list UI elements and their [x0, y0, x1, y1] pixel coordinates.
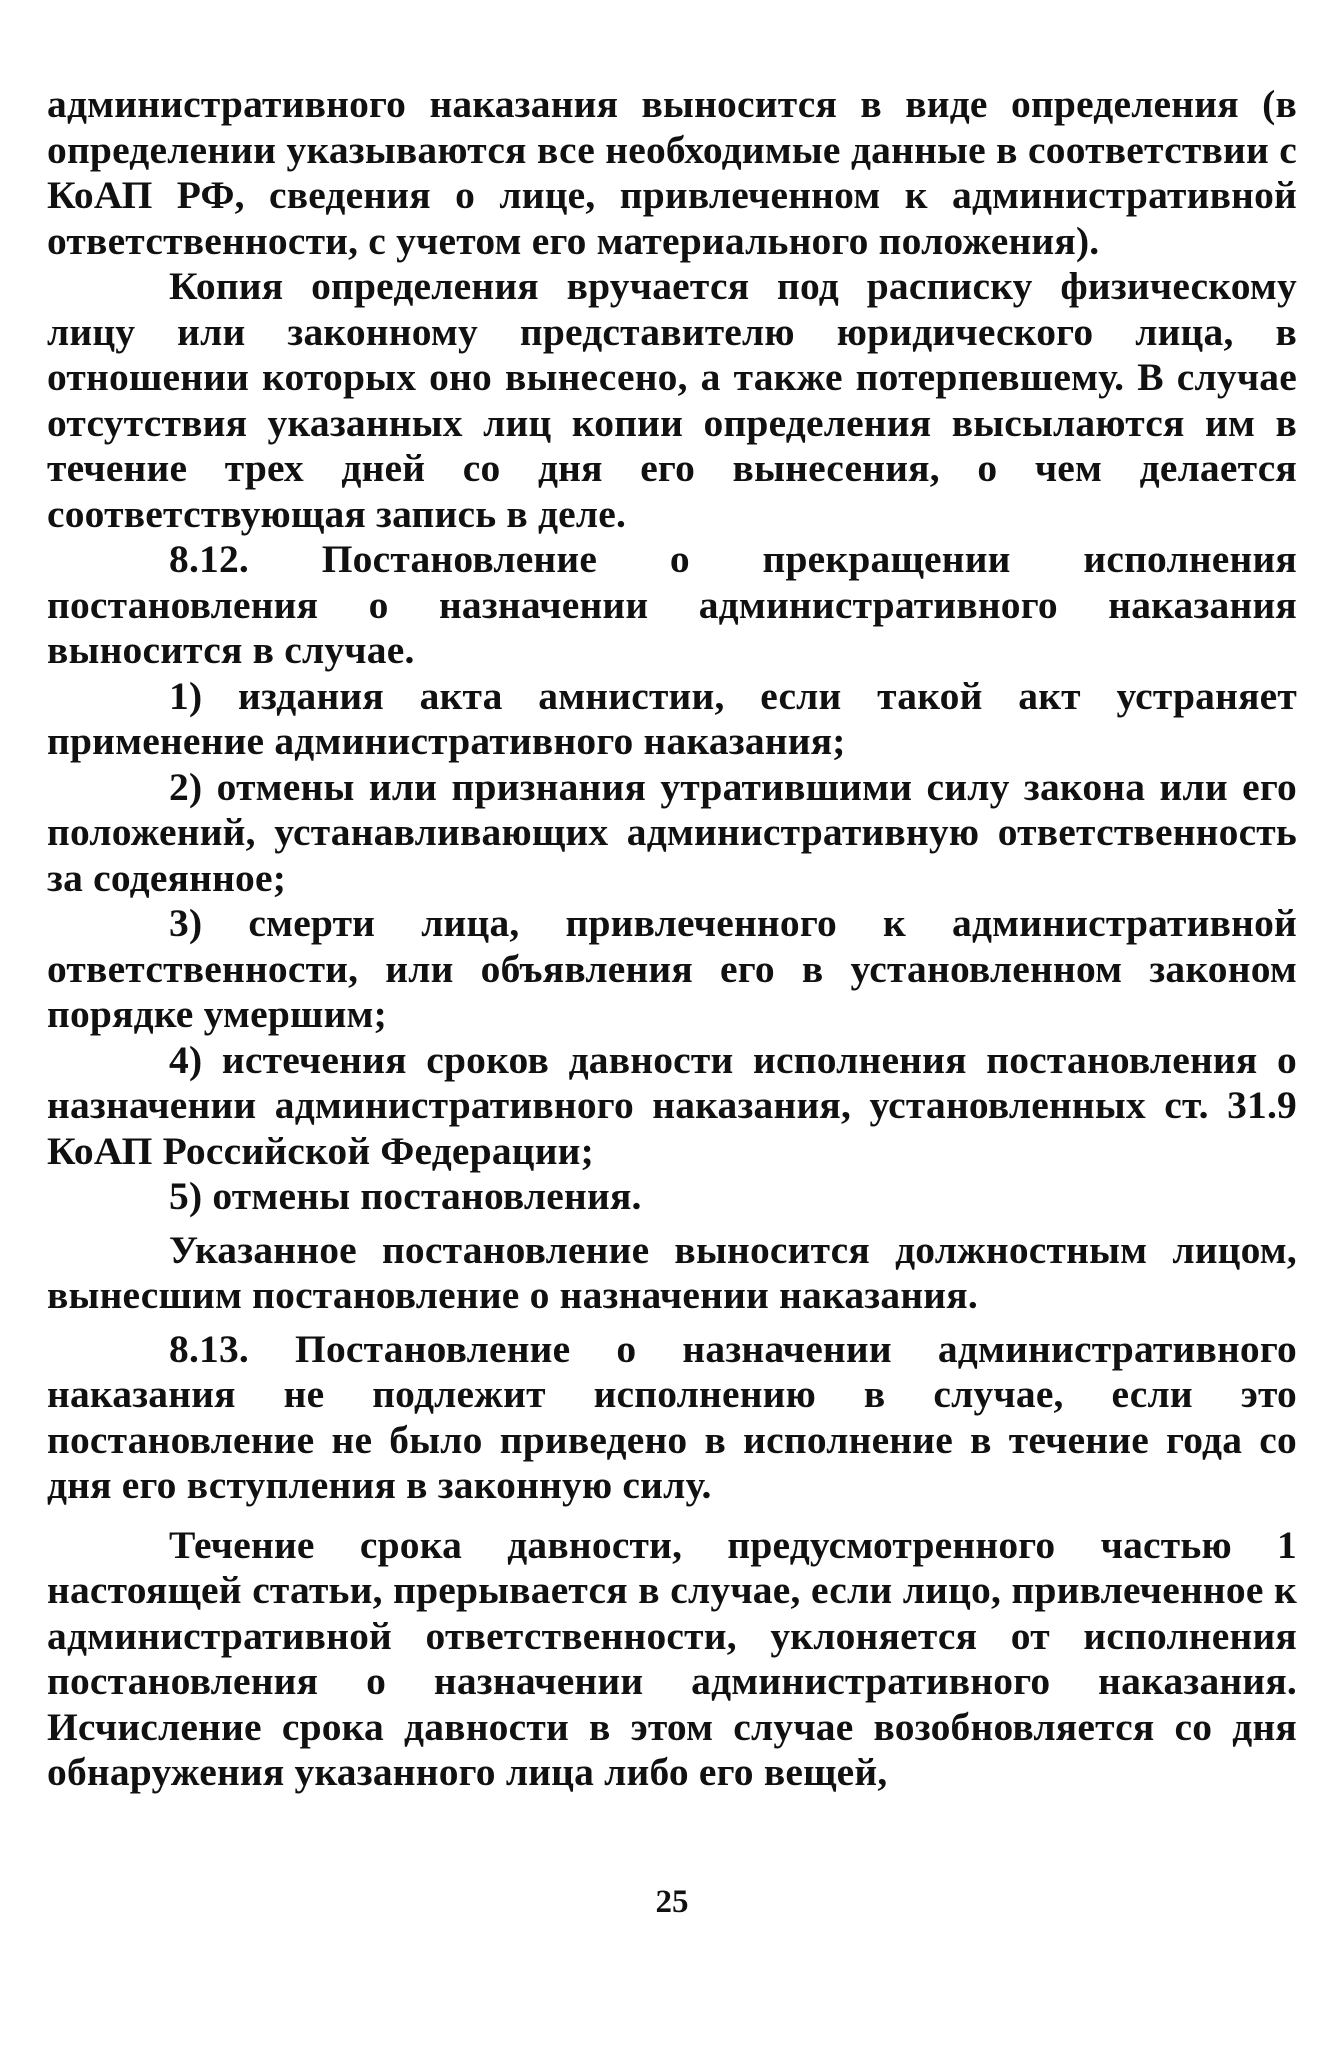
paragraph-copy-delivery: Копия определения вручается под расписку физическому лицу или законному представителю юридического лица, в отношении которых оно вынесено, а также потерпевшему. В случае отсутствия указанных лиц копии определения высылаются им в течение трех дней со дня его вынесения, о чем делается соответствующая запись в деле.: [47, 264, 1297, 536]
paragraph-section-8-13: 8.13. Постановление о назначении административного наказания не подлежит исполнению в случае, если это постановление не было приведено в исполнение в течение года со дня его вступления в законную силу.: [47, 1326, 1297, 1507]
page-body: [47, 82, 1297, 1796]
list-item-5: 5) отмены постановления.: [169, 1174, 642, 1218]
page-number: 25: [655, 1884, 689, 1920]
paragraph-limitation-period: Течение срока давности, предусмотренного частью 1 настоящей статьи, прерывается в случае, если лицо, привлеченное к административной ответственности, уклоняется от исполнения постановления о назначении административного наказания. Исчисление срока давности в этом случае возобновляется со дня обнаружения указанного лица либо его вещей,: [47, 1522, 1297, 1794]
list-item-4: 4) истечения сроков давности исполнения постановления о назначении административного наказания, установленных ст. 31.9 КоАП Российской Федерации;: [47, 1037, 1297, 1173]
list-item-3: 3) смерти лица, привлеченного к административной ответственности, или объявления его в установленном законом порядке умершим;: [47, 901, 1297, 1036]
list-item-1: 1) издания акта амнистии, если такой акт устраняет применение административного наказания;: [47, 673, 1297, 763]
list-item-2: 2) отмены или признания утратившими силу закона или его положений, устанавливающих административную ответственность за содеянное;: [47, 764, 1297, 900]
paragraph-continuation: административного наказания выносится в виде определения (в определении указываются все необходимые данные в соответствии с КоАП РФ, сведения о лице, привлеченном к административной ответственности, с учетом его материального положения).: [47, 82, 1297, 263]
paragraph-official: Указанное постановление выносится должностным лицом, вынесшим постановление о назначении наказания.: [47, 1227, 1297, 1317]
paragraph-section-8-12: 8.12. Постановление о прекращении исполнения постановления о назначении административного наказания выносится в случае.: [47, 537, 1297, 672]
